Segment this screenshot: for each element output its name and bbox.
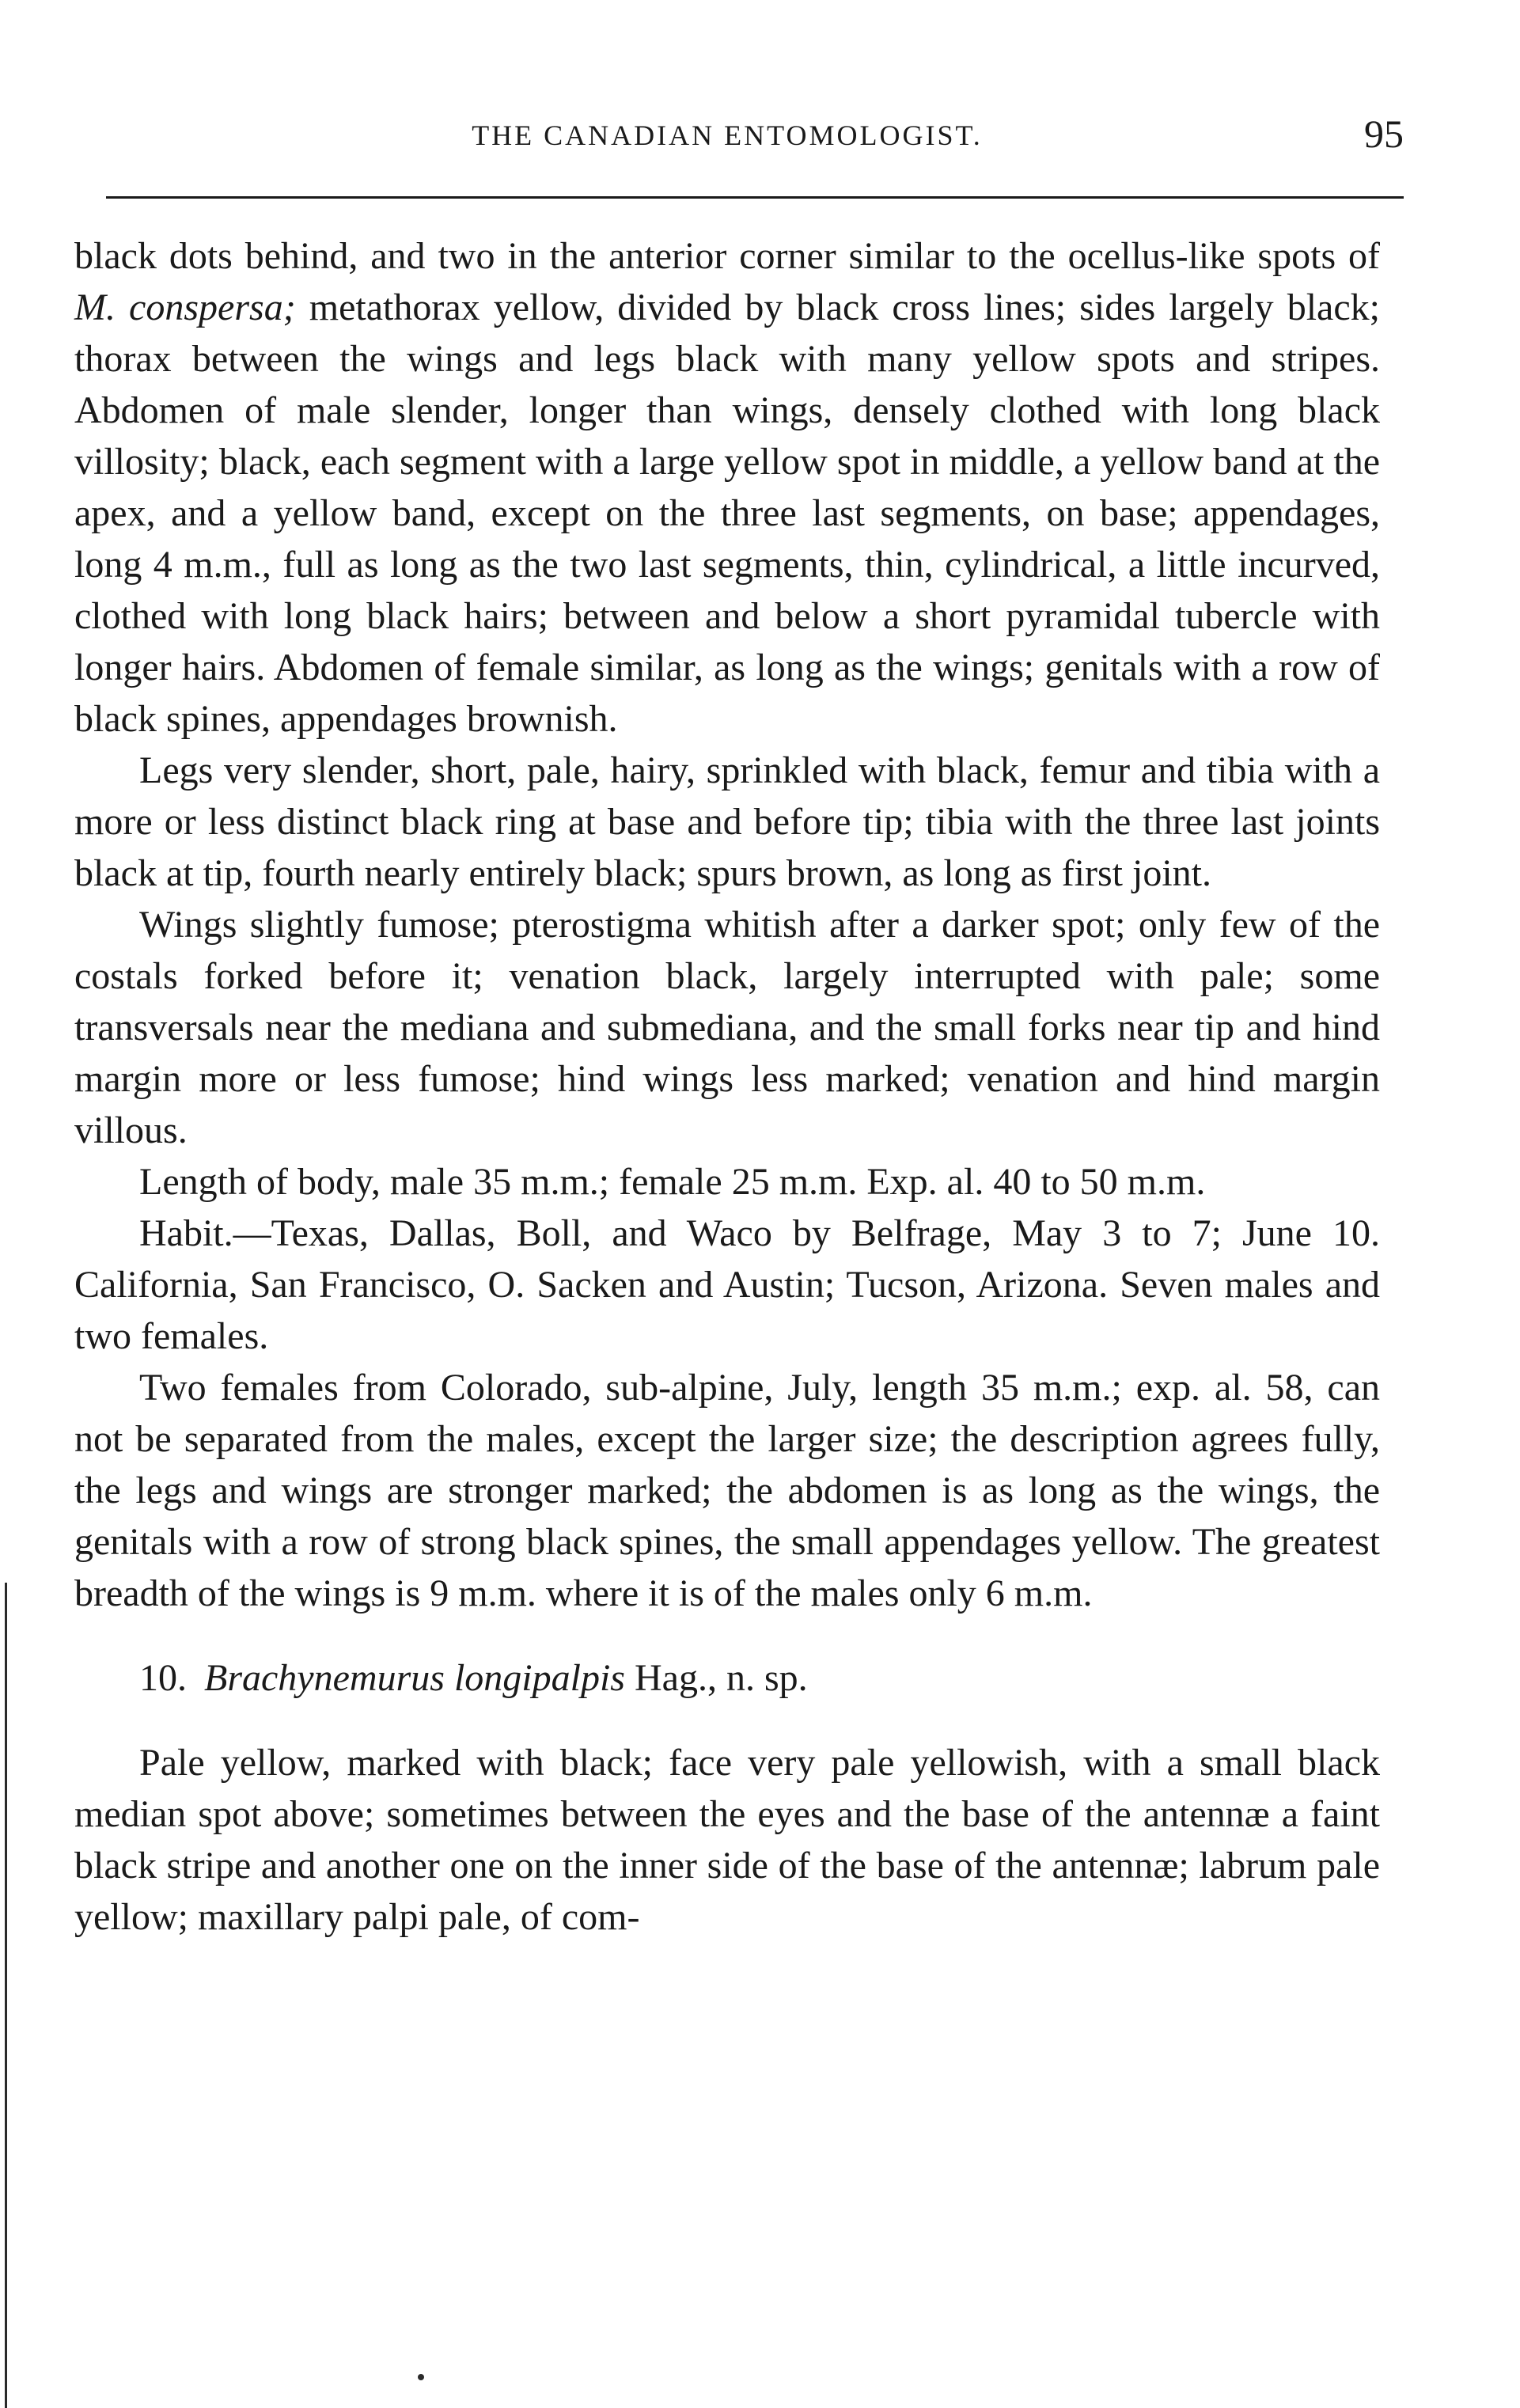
section-number: 10. [139, 1657, 187, 1699]
running-head [74, 112, 1404, 174]
paragraph-4: Length of body, male 35 m.m.; female 25 m.m. Exp. al. 40 to 50 m.m. [139, 1161, 1206, 1203]
page [74, 112, 1404, 1943]
page-number: 95 [1364, 112, 1404, 156]
header-rule [106, 196, 1404, 199]
species-name-italic: M. conspersa; [74, 286, 296, 328]
section-body-text [74, 1737, 1380, 1943]
paragraph-7: Pale yellow, marked with black; face very pale yellowish, with a small black median spot above; sometimes between the eyes and the base of the antennæ a faint black stripe and another one on the inner side of the base of the antennæ; labrum pale yellow; maxillary palpi pale, of com- [74, 1742, 1380, 1938]
paragraph-2: Legs very slender, short, pale, hairy, sprinkled with black, femur and tibia with a more or less distinct black ring at base and before tip; tibia with the three last joints black at tip, fourth nearly entirely black; spurs brown, as long as first joint. [74, 749, 1380, 894]
body-text [74, 230, 1380, 1619]
paragraph-1 [74, 230, 1380, 745]
section-heading [139, 1652, 1380, 1704]
section-species-name: Brachynemurus longipalpis [204, 1657, 625, 1699]
paragraph-6: Two females from Colorado, sub-alpine, July, length 35 m.m.; exp. al. 58, can not be separated from the males, except the larger size; the description agrees fully, the legs and wings are stronger marked; the abdomen is as long as the wings, the genitals with a row of strong black spines, the small appendages yellow. The greatest breadth of the wings is 9 m.m. where it is of the males only 6 m.m. [74, 1367, 1380, 1614]
paragraph-1-text-b: metathorax yellow, divided by black cross lines; sides largely black; thorax between the wings and legs black with many yellow spots and stripes. Abdomen of male slender, longer than wings, densely clothed with long black villosity; black, each segment with a large yellow spot in middle, a yellow band at the apex, and a yellow band, except on the three last segments, on base; appendages, long 4 m.m., full as long as the two last segments, thin, cylindrical, a little incurved, clothed with long black hairs; between and below a short pyramidal tubercle with longer hairs. Abdomen of female similar, as long as the wings; genitals with a row of black spines, appendages brownish. [74, 286, 1380, 740]
running-title: THE CANADIAN ENTOMOLOGIST. [472, 119, 983, 151]
section-author: Hag., n. sp. [624, 1657, 808, 1699]
paragraph-3: Wings slightly fumose; pterostigma whitish after a darker spot; only few of the costals forked before it; venation black, largely interrupted with pale; some transversals near the mediana and submediana, and the small forks near tip and hind margin more or less fumose; hind wings less marked; venation and hind margin villous. [74, 904, 1380, 1151]
page-edge-line [5, 1583, 7, 2408]
print-speck [418, 2374, 424, 2380]
paragraph-5: Habit.—Texas, Dallas, Boll, and Waco by Belfrage, May 3 to 7; June 10. California, San Francisco, O. Sacken and Austin; Tucson, Arizona. Seven males and two females. [74, 1212, 1380, 1357]
paragraph-1-text-a: black dots behind, and two in the anterior corner similar to the ocellus-like spots of [74, 235, 1380, 277]
